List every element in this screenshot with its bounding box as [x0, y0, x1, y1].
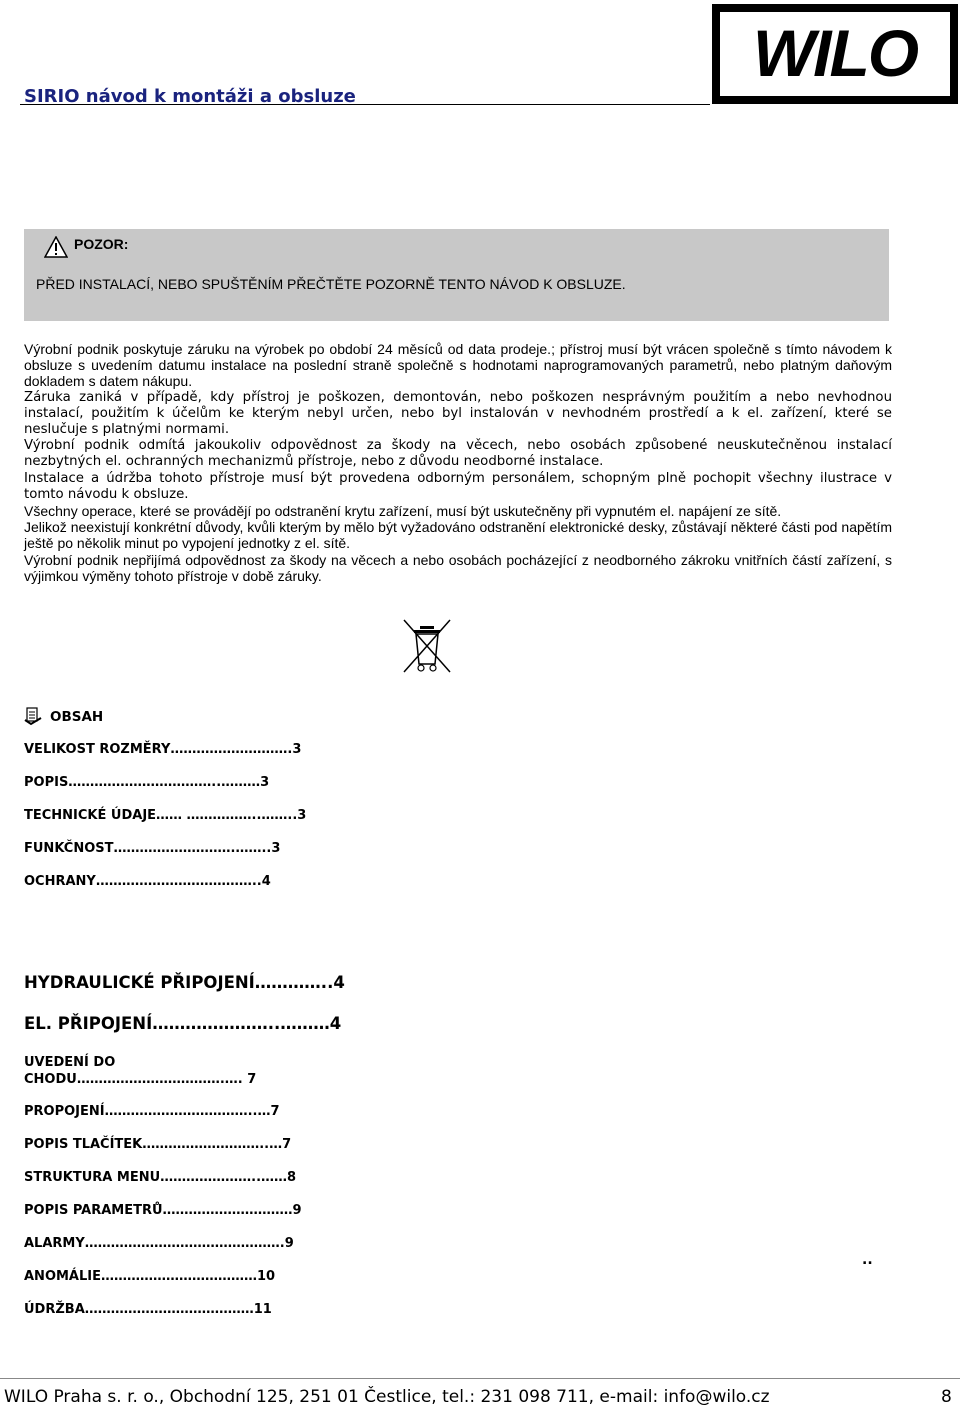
paragraph-live-parts: Jelikož neexistují konkrétní důvody, kvůli kterým by mělo být vyžadováno odstranění elektronické desky, zůstávají některé části pod napětím ještě po několik minut po vypojení jednotky z el. sítě. [24, 519, 892, 552]
toc-item[interactable]: FUNKČNOST……………………….……..3 [24, 841, 281, 856]
contents-list-icon [24, 706, 44, 726]
header-divider [20, 104, 710, 105]
warranty-text [24, 341, 892, 584]
page-number: 8 [941, 1387, 952, 1407]
document-title: SIRIO návod k montáži a obsluze [24, 86, 356, 107]
toc-item[interactable]: POPIS……………………………..………3 [24, 775, 270, 790]
toc-item[interactable]: TECHNICKÉ ÚDAJE…… ……………..……..3 [24, 808, 307, 823]
paragraph-warranty: Výrobní podnik poskytuje záruku na výrobek po období 24 měsíců od data prodeje.; přístroj musí být vrácen společně s tímto návodem k obsluze s uvedením datumu instalace na poslední straně společně s hodnotami naprogramovaných parametrů, nebo platným daňovým dokladem s datem nákupu. [24, 341, 892, 390]
warning-triangle-icon [44, 236, 68, 258]
toc-item[interactable]: ALARMY……………………………………….9 [24, 1236, 294, 1251]
footer-divider [0, 1378, 960, 1379]
toc-item[interactable]: CHODU…………………………….…. 7 [24, 1072, 257, 1087]
toc-item[interactable]: POPIS TLAČÍTEK………………………..…7 [24, 1137, 292, 1152]
toc-item[interactable]: UVEDENÍ DO [24, 1055, 116, 1070]
warning-text: PŘED INSTALACÍ, NEBO SPUŠTĚNÍM PŘEČTĚTE POZORNĚ TENTO NÁVOD K OBSLUZE. [36, 276, 626, 292]
paragraph-operations: Všechny operace, které se provádějí po odstranění krytu zařízení, musí být uskutečněny při vypnutém el. napájení ze sítě. [24, 503, 782, 520]
toc-item[interactable]: POPIS PARAMETRŮ…………………………9 [24, 1203, 302, 1218]
crossed-bin-icon [400, 618, 454, 674]
stray-dots: .. [862, 1252, 873, 1268]
toc-item[interactable]: OCHRANY………………………………..4 [24, 874, 271, 889]
footer-contact: WILO Praha s. r. o., Obchodní 125, 251 01 Čestlice, tel.: 231 098 711, e-mail: info@wilo.cz [4, 1387, 770, 1407]
paragraph-liability: Výrobní podnik odmítá jakoukoliv odpovědnost za škody na věcech, nebo osobách způsobené neuskutečněnou instalací nezbytných el. ochranných mechanizmů přístroje, nebo z důvodu neodborné instalace. [24, 438, 892, 470]
warning-box [24, 229, 889, 321]
wilo-logo-text: WILO [752, 16, 918, 90]
toc-item[interactable]: VELIKOST ROZMĚRY……………………….3 [24, 742, 302, 757]
paragraph-warranty-void: Záruka zaniká v případě, kdy přístroj je poškozen, demontován, nebo poškozen nesprávným použitím a nebo nevhodnou instalací, použitím k účelům ke kterým nebyl určen, nebo byl instalován v nevhodném prostředí a k el. zařízení, které se neslučuje s platnými normami. [24, 389, 892, 438]
paragraph-no-liability: Výrobní podnik nepřijímá odpovědnost za škody na věcech a nebo osobách pocházející z neodborného zákroku vnitřních částí zařízení, s výjimkou výměny tohoto přístroje v době záruky. [24, 551, 892, 584]
warning-title: POZOR: [74, 236, 129, 252]
toc-item[interactable]: ÚDRŽBA…………………………………11 [24, 1302, 272, 1317]
toc-item[interactable]: STRUKTURA MENU…………………..……8 [24, 1170, 297, 1185]
paragraph-installation: Instalace a údržba tohoto přístroje musí být provedena odborným personálem, schopným plně pochopit všechny ilustrace v tomto návodu k obsluze. [24, 470, 892, 502]
toc-item[interactable]: EL. PŘIPOJENÍ…………………..………4 [24, 1014, 342, 1033]
toc-item[interactable]: PROPOJENÍ……………………………..…7 [24, 1104, 280, 1119]
wilo-logo-mark [712, 4, 958, 104]
toc-item[interactable]: ANOMÁLIE………………………………10 [24, 1269, 276, 1284]
toc-heading: OBSAH [50, 709, 104, 725]
toc-item[interactable]: HYDRAULICKÉ PŘIPOJENÍ…………..4 [24, 973, 345, 992]
wilo-logo [712, 4, 958, 104]
